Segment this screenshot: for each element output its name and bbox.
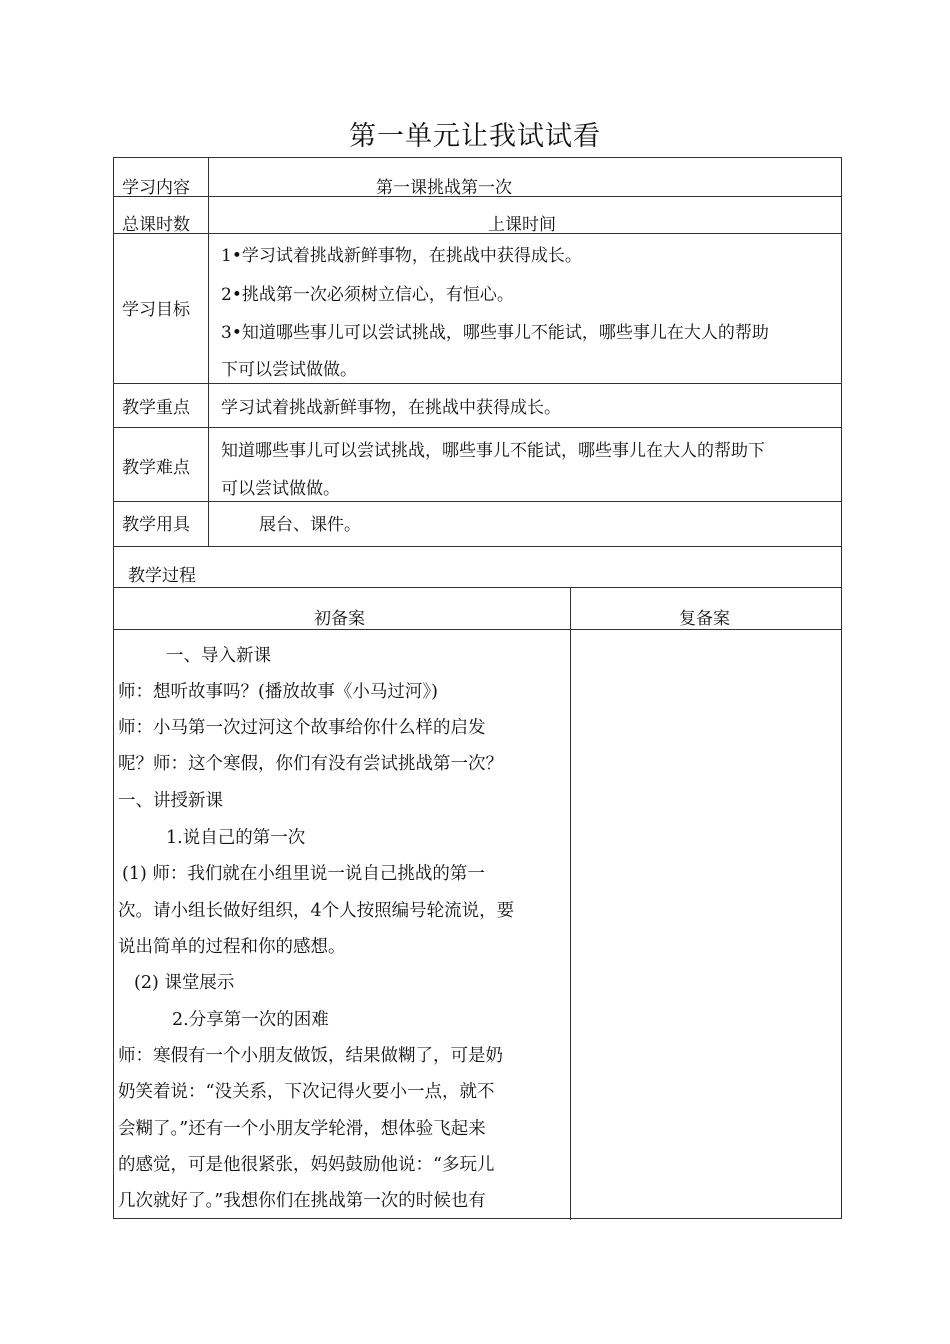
process-line: 师：想听故事吗？(播放故事《小马过河》) [118, 682, 438, 702]
process-line: 师：小马第一次过河这个故事给你什么样的启发 [118, 718, 486, 738]
process-line: 一、导入新课 [166, 646, 271, 666]
process-line: 师：寒假有一个小朋友做饭，结果做糊了，可是奶 [118, 1046, 503, 1066]
process-label: 教学过程 [128, 566, 196, 586]
page-title: 第一单元让我试试看 [349, 121, 601, 152]
goal-line: 下可以尝试做做。 [221, 360, 357, 380]
difficulty-label: 教学难点 [122, 458, 190, 478]
label-column-divider [208, 158, 209, 546]
process-line: 2.分享第一次的困难 [172, 1010, 329, 1030]
process-line: 奶笑着说：“没关系，下次记得火要小一点，就不 [118, 1082, 495, 1102]
plan-column-divider [570, 587, 571, 1220]
goal-line: 3•知道哪些事儿可以尝试挑战，哪些事儿不能试，哪些事儿在大人的帮助 [221, 323, 769, 343]
process-line: 说出简单的过程和你的感想。 [118, 937, 346, 957]
process-line: (2) 课堂展示 [134, 973, 235, 993]
process-line: 的感觉，可是他很紧张，妈妈鼓励他说：“多玩儿 [118, 1155, 495, 1175]
time-label: 上课时间 [488, 215, 556, 235]
tools-label: 教学用具 [122, 515, 190, 535]
row-divider [114, 383, 841, 384]
goal-line: 2•挑战第一次必须树立信心，有恒心。 [221, 285, 514, 305]
process-line: (1) 师：我们就在小组里说一说自己挑战的第一 [122, 864, 485, 884]
process-line: 呢？师：这个寒假，你们有没有尝试挑战第一次？ [118, 754, 503, 774]
process-line: 一、讲授新课 [118, 791, 223, 811]
goal-line: 1•学习试着挑战新鲜事物，在挑战中获得成长。 [221, 246, 582, 266]
row-divider [114, 501, 841, 502]
key-label: 教学重点 [122, 398, 190, 418]
process-line: 几次就好了。”我想你们在挑战第一次的时候也有 [118, 1191, 486, 1211]
tools-value: 展台、课件。 [259, 515, 361, 535]
content-value: 第一课挑战第一次 [376, 178, 512, 198]
process-line: 会糊了。”还有一个小朋友学轮滑，想体验飞起来 [118, 1119, 486, 1139]
process-line: 1.说自己的第一次 [166, 828, 306, 848]
plan-header: 初备案 [314, 609, 365, 629]
row-divider [114, 629, 841, 630]
goals-label: 学习目标 [122, 300, 190, 320]
row-divider [114, 233, 841, 234]
hours-label: 总课时数 [122, 215, 190, 235]
key-value: 学习试着挑战新鲜事物，在挑战中获得成长。 [221, 398, 561, 418]
row-divider [114, 587, 841, 588]
row-divider [114, 546, 841, 547]
revision-header: 复备案 [679, 609, 730, 629]
difficulty-line: 知道哪些事儿可以尝试挑战，哪些事儿不能试，哪些事儿在大人的帮助下 [221, 441, 765, 461]
lesson-plan-table [113, 157, 842, 1219]
row-divider [114, 427, 841, 428]
difficulty-line: 可以尝试做做。 [221, 479, 340, 499]
content-label: 学习内容 [122, 178, 190, 198]
process-line: 次。请小组长做好组织，4个人按照编号轮流说，要 [118, 901, 515, 921]
